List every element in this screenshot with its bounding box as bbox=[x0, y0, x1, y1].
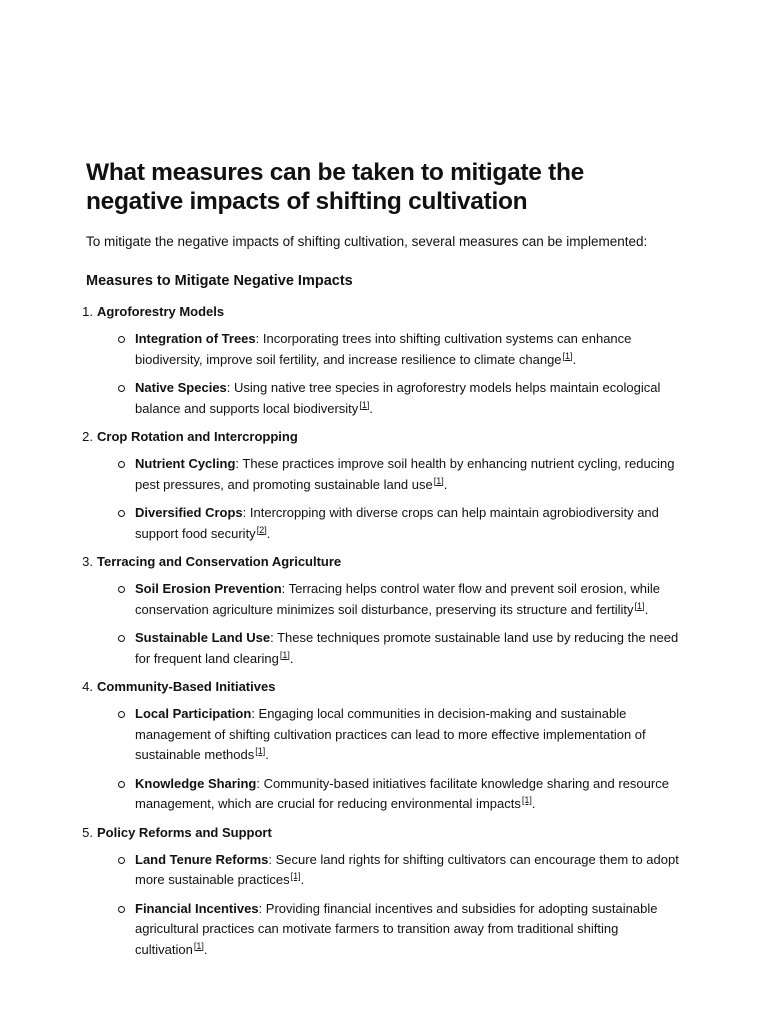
circle-bullet-icon bbox=[118, 385, 125, 392]
item-number: 1. bbox=[82, 304, 93, 319]
sub-item-title: Local Participation bbox=[135, 706, 252, 721]
sub-item-text: : Secure land rights for shifting cultivators can encourage them to adopt more sustainable practices bbox=[135, 851, 679, 887]
citation-link[interactable]: [1] bbox=[521, 795, 532, 805]
sub-list-item bbox=[86, 329, 680, 370]
item-title: Crop Rotation and Intercropping bbox=[97, 429, 298, 444]
sub-item-text: : Using native tree species in agroforestry models helps maintain ecological balance and supports local biodiversity bbox=[135, 380, 661, 416]
sub-item-title: Knowledge Sharing bbox=[135, 775, 257, 791]
sub-item-text: : These practices improve soil health by enhancing nutrient cycling, reducing pest pressures, and promoting sustainable land use bbox=[135, 456, 675, 492]
item-number: 5. bbox=[82, 824, 93, 840]
citation-link[interactable]: [1] bbox=[193, 940, 204, 951]
item-title: Agroforestry Models bbox=[97, 304, 225, 319]
sub-list-item bbox=[86, 704, 680, 766]
circle-bullet-icon bbox=[118, 906, 125, 913]
circle-bullet-icon bbox=[118, 586, 125, 593]
sentence-end: . bbox=[289, 650, 294, 666]
sentence-end: . bbox=[531, 796, 536, 811]
sub-item-text: : Intercropping with diverse crops can help maintain agrobiodiversity and support food security bbox=[135, 505, 659, 541]
citation-link[interactable]: [1] bbox=[290, 871, 301, 881]
sub-list-item bbox=[86, 579, 680, 620]
sub-item-text: : These techniques promote sustainable land use by reducing the need for frequent land clearing bbox=[135, 630, 679, 666]
section-heading: Measures to Mitigate Negative Impacts bbox=[86, 273, 353, 289]
sub-item-text: : Community-based initiatives facilitate knowledge sharing and resource management, which are crucial for reducing environmental impacts bbox=[135, 775, 669, 811]
sub-list-item bbox=[86, 378, 680, 419]
sub-item-title: Diversified Crops bbox=[135, 505, 243, 520]
sub-item-text: : Terracing helps control water flow and prevent soil erosion, while conservation agriculture minimizes soil disturbance, preserving its structure and fertility bbox=[135, 581, 661, 617]
sub-item-text: : Providing financial incentives and subsidies for adopting sustainable agricultural practices can motivate farmers to transition away from traditional shifting cultivation bbox=[135, 900, 658, 957]
intro-paragraph: To mitigate the negative impacts of shifting cultivation, several measures can be implemented: bbox=[86, 234, 648, 249]
sub-list-item bbox=[86, 503, 680, 544]
citation-link[interactable]: [1] bbox=[279, 649, 290, 660]
sentence-end: . bbox=[572, 351, 577, 367]
circle-bullet-icon bbox=[118, 857, 125, 864]
citation-link[interactable]: [1] bbox=[634, 600, 645, 611]
sub-item-title: Native Species bbox=[135, 380, 227, 395]
list-item bbox=[82, 677, 696, 815]
item-number: 4. bbox=[82, 679, 93, 694]
item-title: Terracing and Conservation Agriculture bbox=[97, 554, 342, 569]
list-item bbox=[82, 427, 696, 544]
sub-item-title: Soil Erosion Prevention bbox=[135, 581, 282, 596]
item-number: 3. bbox=[82, 554, 93, 569]
sentence-end: . bbox=[266, 525, 271, 541]
sub-list-item bbox=[86, 774, 680, 815]
sub-item-title: Financial Incentives bbox=[135, 900, 259, 916]
sentence-end: . bbox=[300, 872, 305, 887]
sentence-end: . bbox=[644, 601, 649, 617]
sentence-end: . bbox=[203, 941, 208, 957]
sentence-end: . bbox=[265, 747, 269, 762]
item-number: 2. bbox=[82, 429, 93, 444]
citation-link[interactable]: [1] bbox=[359, 399, 370, 410]
circle-bullet-icon bbox=[118, 711, 125, 718]
sentence-end: . bbox=[443, 476, 448, 492]
sub-item-title: Nutrient Cycling bbox=[135, 456, 236, 471]
sentence-end: . bbox=[369, 400, 373, 416]
item-title: Community-Based Initiatives bbox=[97, 679, 276, 694]
sub-item-title: Land Tenure Reforms bbox=[135, 851, 269, 867]
circle-bullet-icon bbox=[118, 635, 125, 642]
circle-bullet-icon bbox=[118, 461, 125, 468]
citation-link[interactable]: [2] bbox=[256, 524, 267, 535]
sub-item-text: : Engaging local communities in decision-making and sustainable management of shifting cultivation practices can lead to more effective implementation of sustainable methods bbox=[135, 706, 646, 762]
sub-item-title: Integration of Trees bbox=[135, 331, 256, 346]
sub-list-item bbox=[86, 454, 680, 495]
page-title: What measures can be taken to mitigate the negative impacts of shifting cultivation bbox=[86, 159, 584, 215]
list-item bbox=[82, 823, 696, 961]
list-item bbox=[82, 302, 696, 419]
list-item bbox=[82, 552, 696, 669]
citation-link[interactable]: [1] bbox=[255, 746, 266, 756]
item-title: Policy Reforms and Support bbox=[97, 824, 272, 840]
sub-item-title: Sustainable Land Use bbox=[135, 630, 271, 645]
citation-link[interactable]: [1] bbox=[562, 350, 573, 361]
circle-bullet-icon bbox=[118, 510, 125, 517]
sub-item-text: : Incorporating trees into shifting cultivation systems can enhance biodiversity, improve soil fertility, and increase resilience to climate change bbox=[135, 331, 632, 367]
sub-list-item bbox=[86, 899, 680, 961]
sub-list-item bbox=[86, 850, 680, 891]
citation-link[interactable]: [1] bbox=[433, 475, 444, 486]
circle-bullet-icon bbox=[118, 781, 125, 788]
circle-bullet-icon bbox=[118, 336, 125, 343]
measures-list bbox=[82, 302, 696, 960]
sub-list-item bbox=[86, 628, 680, 669]
